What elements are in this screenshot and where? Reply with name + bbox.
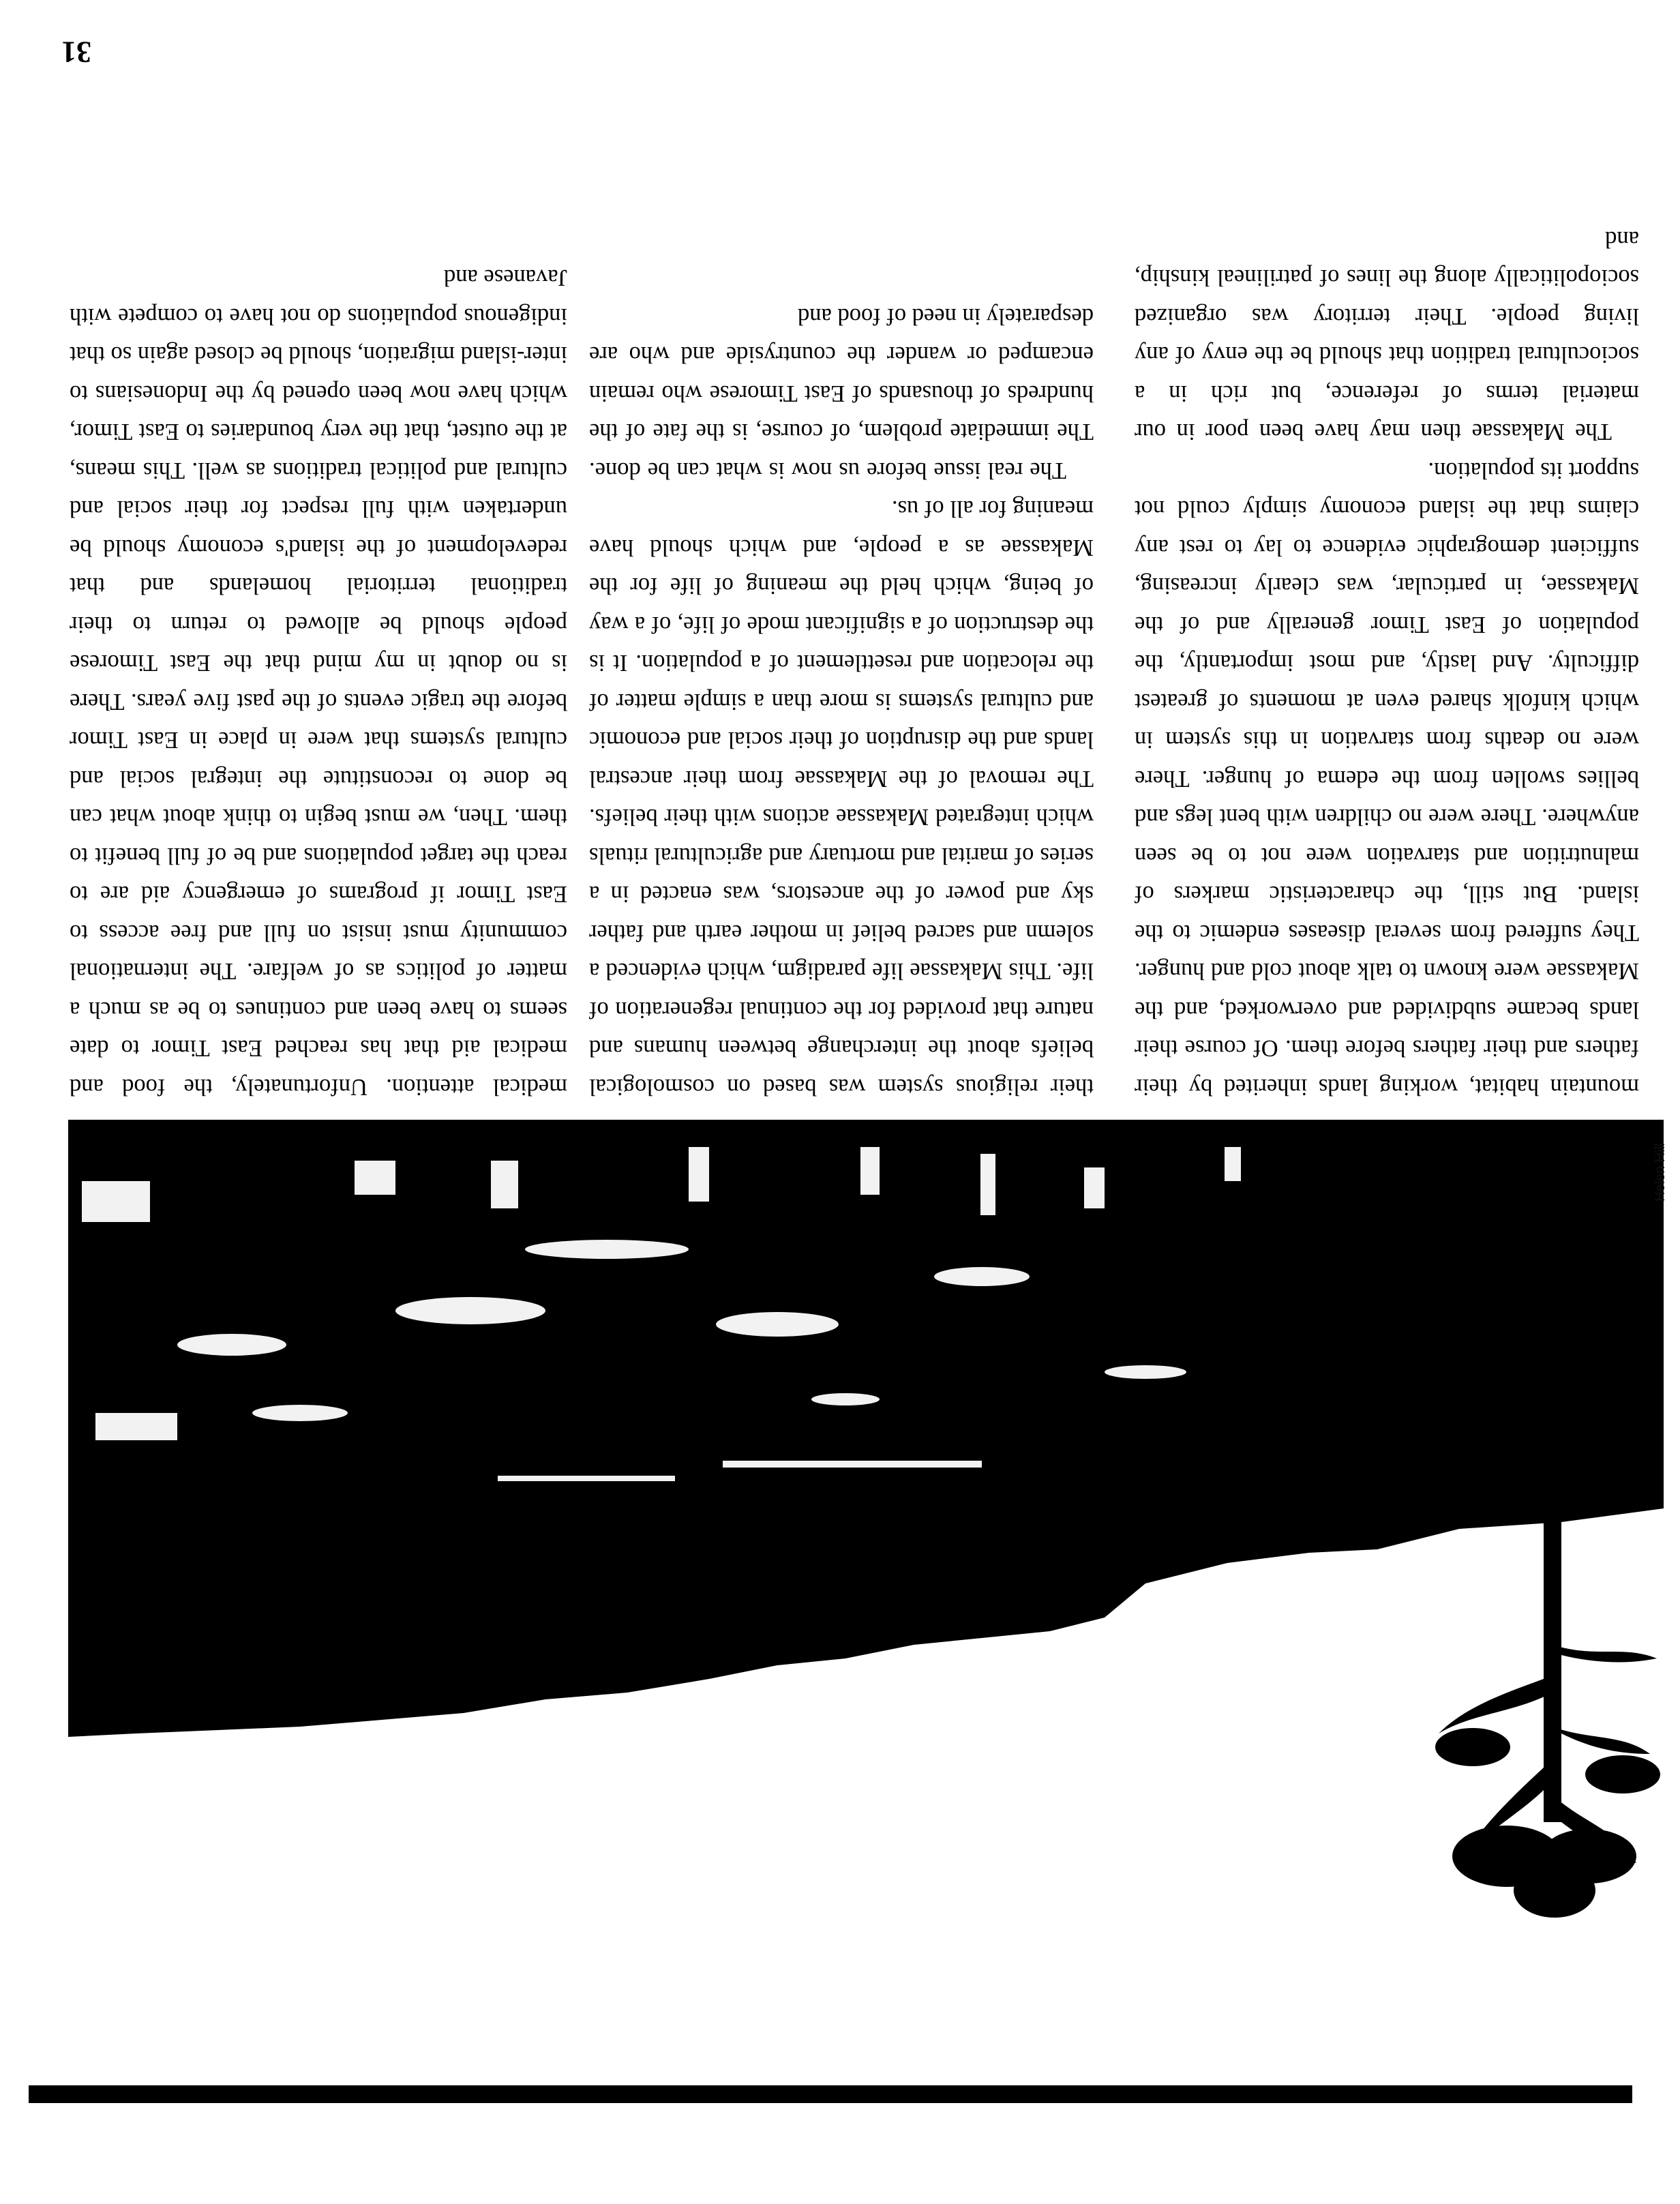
photo-graphic (68, 1120, 1664, 1999)
paragraph: The Makassae then may have been poor in our material terms of reference, but rich in a sociocultural tradition that should be the envy of any living people. Their territory was organized sociopolitically along the lines of patrilineal kinship, and (1135, 226, 1639, 445)
paragraph: mountain habitat, working lands inherited by their fathers and their fathers before them. Of course their lands became subdivided and overworked, and the Makassae were known to talk about cold and hunger. They suffered from several diseases endemic to the island. But still, the characteristic markers of malnutrition and starvation were not to be seen anywhere. There were no children with bent legs and bellies swollen from the edema of hunger. There were no deaths from starvation in this system in which kinfolk shared even at moments of greatest difficulty. And lastly, and most importantly, the population of East Timor generally and of the Makassae, in particular, was clearly increasing, sufficient demographic evidence to lay to rest any claims that the island economy simply could not support its population. (1135, 458, 1639, 1100)
top-rule (29, 2085, 1632, 2103)
photo-credit: Helen Hill (1653, 1143, 1668, 1202)
page-number: 31 (61, 35, 91, 69)
paragraph: The real issue before us now is what can be done. The immediate problem, of course, is the fate of the hundreds of thousands of East Timorese who remain encamped or wander the countryside and who are desparately in need of food and (589, 303, 1094, 483)
article-column-1 (1135, 220, 1639, 1107)
paragraph: their religious system was based on cosmological beliefs about the interchange between humans and nature that provided for the continual regeneration of life. This Makassae life paradigm, which evidenced a solemn and sacred belief in mother earth and father sky and power of the ancestors, was enacted in a series of marital and mortuary and agricultural rituals which integrated Makassae actions with their beliefs. The removal of the Makassae from their ancestral lands and the disruption of their social and economic and cultural systems is more than a simple matter of the relocation and resettlement of a population. It is the destruction of a significant mode of life, of a way of being, which held the meaning of life for the Makassae as a people, and which should have meaning for all of us. (589, 496, 1094, 1100)
landscape-photo (68, 1120, 1664, 1999)
article-column-3 (70, 258, 567, 1106)
paragraph: medical attention. Unfortunately, the food and medical aid that has reached East Timor to date seems to have been and continues to be as much a matter of politics as of welfare. The international community must insist on full and free access to East Timor if programs of emergency aid are to reach the target populations and be of full benefit to them. Then, we must begin to think about what can be done to reconstitute the integral social and cultural systems that were in place in East Timor before the tragic events of the past five years. There is no doubt in my mind that the East Timorese people should be allowed to return to their traditional territorial homelands and that redevelopment of the island's economy should be undertaken with full respect for their social and cultural and political traditions as well. This means, at the outset, that the very boundaries to East Timor, which have now been opened by the Indonesians to inter-island migration, should be closed again so that indigenous populations do not have to compete with Javanese and (70, 265, 567, 1100)
article-column-2 (589, 297, 1094, 1107)
